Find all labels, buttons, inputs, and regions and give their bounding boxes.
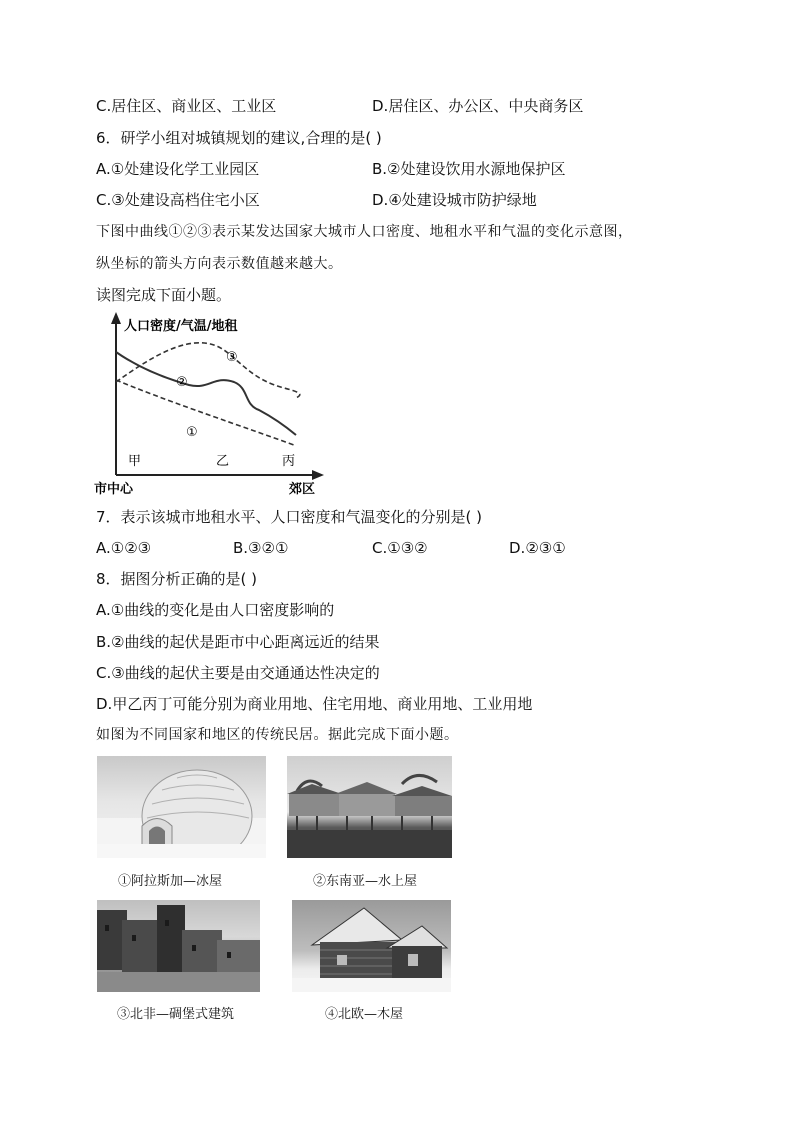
caption-water-houses: ②东南亚—水上屋 bbox=[313, 874, 418, 889]
curve-label-1: ① bbox=[186, 425, 198, 440]
curve-label-2: ② bbox=[176, 375, 188, 390]
q7-option-b: B.③②① bbox=[233, 539, 289, 557]
x-axis-arrow bbox=[312, 470, 324, 480]
q5-option-c: C.居住区、商业区、工业区 bbox=[96, 97, 277, 115]
caption-igloo: ①阿拉斯加—冰屋 bbox=[118, 874, 223, 889]
x-point-label-1: 甲 bbox=[128, 454, 142, 469]
q7-stem: 7．表示该城市地租水平、人口密度和气温变化的分别是( ) bbox=[96, 508, 483, 526]
intro2: 如图为不同国家和地区的传统民居。据此完成下面小题。 bbox=[96, 727, 459, 743]
q7-option-d: D.②③① bbox=[509, 539, 566, 557]
caption-fortress: ③北非—碉堡式建筑 bbox=[117, 1007, 235, 1022]
q8-stem: 8．据图分析正确的是( ) bbox=[96, 570, 258, 588]
y-axis-arrow bbox=[111, 312, 121, 324]
curve-1 bbox=[116, 380, 294, 445]
photo-wooden-house bbox=[292, 900, 451, 992]
q8-option-c: C.③曲线的起伏主要是由交通通达性决定的 bbox=[96, 664, 380, 682]
q8-option-d: D.甲乙丙丁可能分别为商业用地、住宅用地、商业用地、工业用地 bbox=[96, 695, 533, 713]
intro-line-2: 纵坐标的箭头方向表示数值越来越大。 bbox=[96, 256, 343, 272]
q8-option-b: B.②曲线的起伏是距市中心距离远近的结果 bbox=[96, 633, 380, 651]
intro-line-1: 下图中曲线①②③表示某发达国家大城市人口密度、地租水平和气温的变化示意图， bbox=[96, 224, 633, 240]
q6-stem: 6．研学小组对城镇规划的建议,合理的是( ) bbox=[96, 129, 382, 147]
origin-label: 市中心 bbox=[94, 482, 134, 497]
q6-option-a: A.①处建设化学工业园区 bbox=[96, 160, 260, 178]
city-profile-diagram bbox=[94, 310, 334, 500]
intro-line-3: 读图完成下面小题。 bbox=[96, 286, 232, 304]
q7-option-c: C.①③② bbox=[372, 539, 428, 557]
photo-water-houses bbox=[287, 756, 452, 858]
photo-fortress bbox=[97, 900, 260, 992]
q6-option-d: D.④处建设城市防护绿地 bbox=[372, 191, 537, 209]
curve-label-3: ③ bbox=[226, 350, 238, 365]
photo-igloo bbox=[97, 756, 266, 858]
caption-wooden-house: ④北欧—木屋 bbox=[325, 1007, 404, 1022]
q6-option-b: B.②处建设饮用水源地保护区 bbox=[372, 160, 566, 178]
y-axis-label: 人口密度/气温/地租 bbox=[124, 319, 238, 334]
q5-option-d: D.居住区、办公区、中央商务区 bbox=[372, 97, 584, 115]
curve-3 bbox=[116, 343, 300, 398]
x-point-label-3: 丙 bbox=[282, 454, 296, 469]
q6-option-c: C.③处建设高档住宅小区 bbox=[96, 191, 260, 209]
q8-option-a: A.①曲线的变化是由人口密度影响的 bbox=[96, 601, 335, 619]
q7-option-a: A.①②③ bbox=[96, 539, 152, 557]
x-end-label: 郊区 bbox=[289, 482, 316, 497]
x-point-label-2: 乙 bbox=[216, 454, 230, 469]
